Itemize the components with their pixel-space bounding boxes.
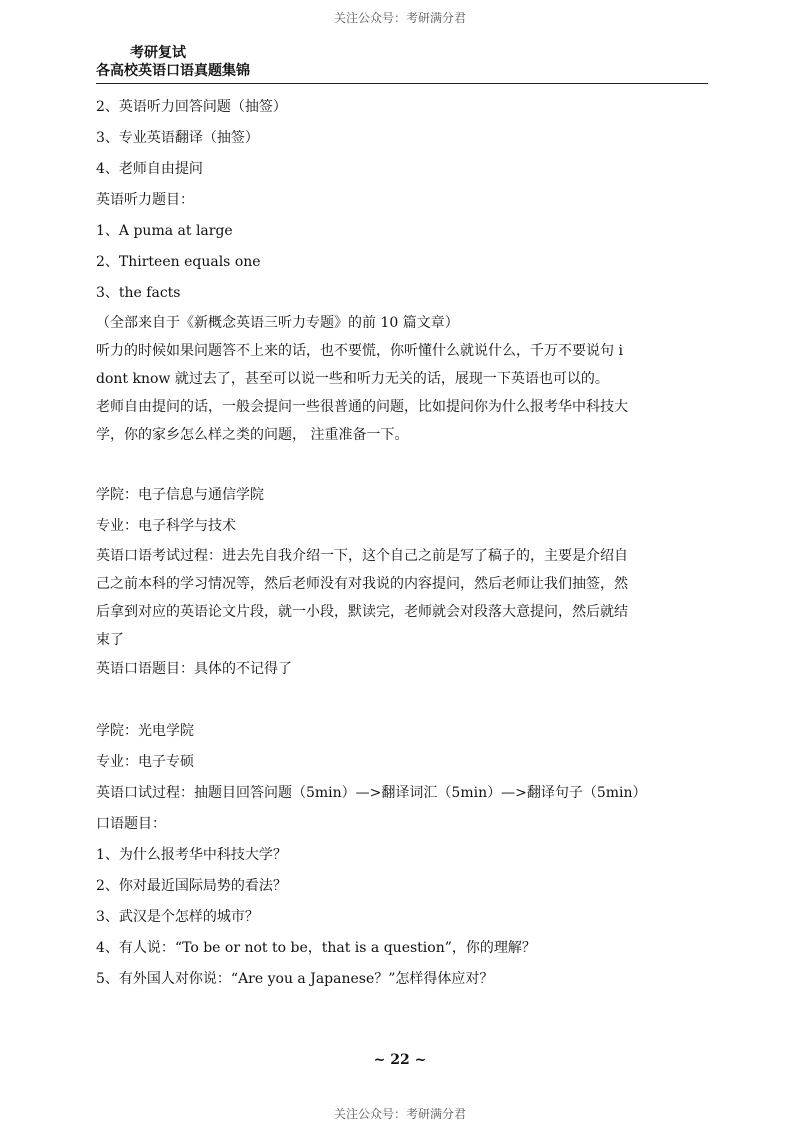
college-line: 学院：光电学院 <box>96 723 194 739</box>
page-number: ~ 22 ~ <box>373 1052 427 1068</box>
paragraph-line: 束了 <box>96 632 124 648</box>
paragraph-line: 学，你的家乡怎么样之类的问题， 注重准备一下。 <box>96 427 409 443</box>
paragraph-line: 听力的时候如果问题答不上来的话，也不要慌，你听懂什么就说什么，千万不要说句 i <box>96 343 623 359</box>
listening-item: 2、Thirteen equals one <box>96 254 261 270</box>
header-rule <box>96 83 708 84</box>
source-note: （全部来自于《新概念英语三听力专题》的前 10 篇文章） <box>96 315 459 331</box>
spacer <box>96 449 708 480</box>
list-item: 2、英语听力回答问题（抽签） <box>96 99 287 115</box>
paragraph-line: 后拿到对应的英语论文片段，就一小段，默读完，老师就会对段落大意提问，然后就结 <box>96 604 628 620</box>
question-item: 2、你对最近国际局势的看法？ <box>96 878 287 894</box>
listening-item: 3、the facts <box>96 285 181 301</box>
header-title: 考研复试 <box>130 45 186 61</box>
topics-title: 口语题目： <box>96 816 166 832</box>
question-item: 4、有人说：“To be or not to be，that is a question”，你的理解？ <box>96 940 536 956</box>
topics-line: 英语口语题目：具体的不记得了 <box>96 661 292 677</box>
question-item: 5、有外国人对你说：“Are you a Japanese？”怎样得体应对？ <box>96 971 494 987</box>
list-item: 3、专业英语翻译（抽签） <box>96 130 259 146</box>
question-item: 3、武汉是个怎样的城市？ <box>96 909 259 925</box>
major-line: 专业：电子科学与技术 <box>96 518 236 534</box>
listening-title: 英语听力题目： <box>96 192 194 208</box>
process-line: 英语口试过程：抽题目回答问题（5min）—>翻译词汇（5min）—>翻译句子（5min） <box>96 785 647 801</box>
paragraph-line: 英语口语考试过程：进去先自我介绍一下，这个自己之前是写了稿子的，主要是介绍自 <box>96 548 628 564</box>
list-item: 4、老师自由提问 <box>96 161 203 177</box>
bottom-banner: 关注公众号：考研满分君 <box>333 1107 466 1121</box>
top-banner: 关注公众号：考研满分君 <box>333 11 466 25</box>
major-line: 专业：电子专硕 <box>96 754 194 770</box>
running-header <box>96 44 708 80</box>
paragraph-line: 己之前本科的学习情况等，然后老师没有对我说的内容提问，然后老师让我们抽签，然 <box>96 576 628 592</box>
page-body <box>96 92 708 995</box>
header-subtitle: 各高校英语口语真题集锦 <box>96 63 250 79</box>
question-item: 1、为什么报考华中科技大学？ <box>96 847 287 863</box>
spacer <box>96 685 708 716</box>
listening-item: 1、A puma at large <box>96 223 233 239</box>
paragraph-line: 老师自由提问的话，一般会提问一些很普通的问题，比如提问你为什么报考华中科技大 <box>96 399 628 415</box>
paragraph-line: dont know 就过去了，甚至可以说一些和听力无关的话，展现一下英语也可以的。 <box>96 371 609 387</box>
college-line: 学院：电子信息与通信学院 <box>96 487 264 503</box>
